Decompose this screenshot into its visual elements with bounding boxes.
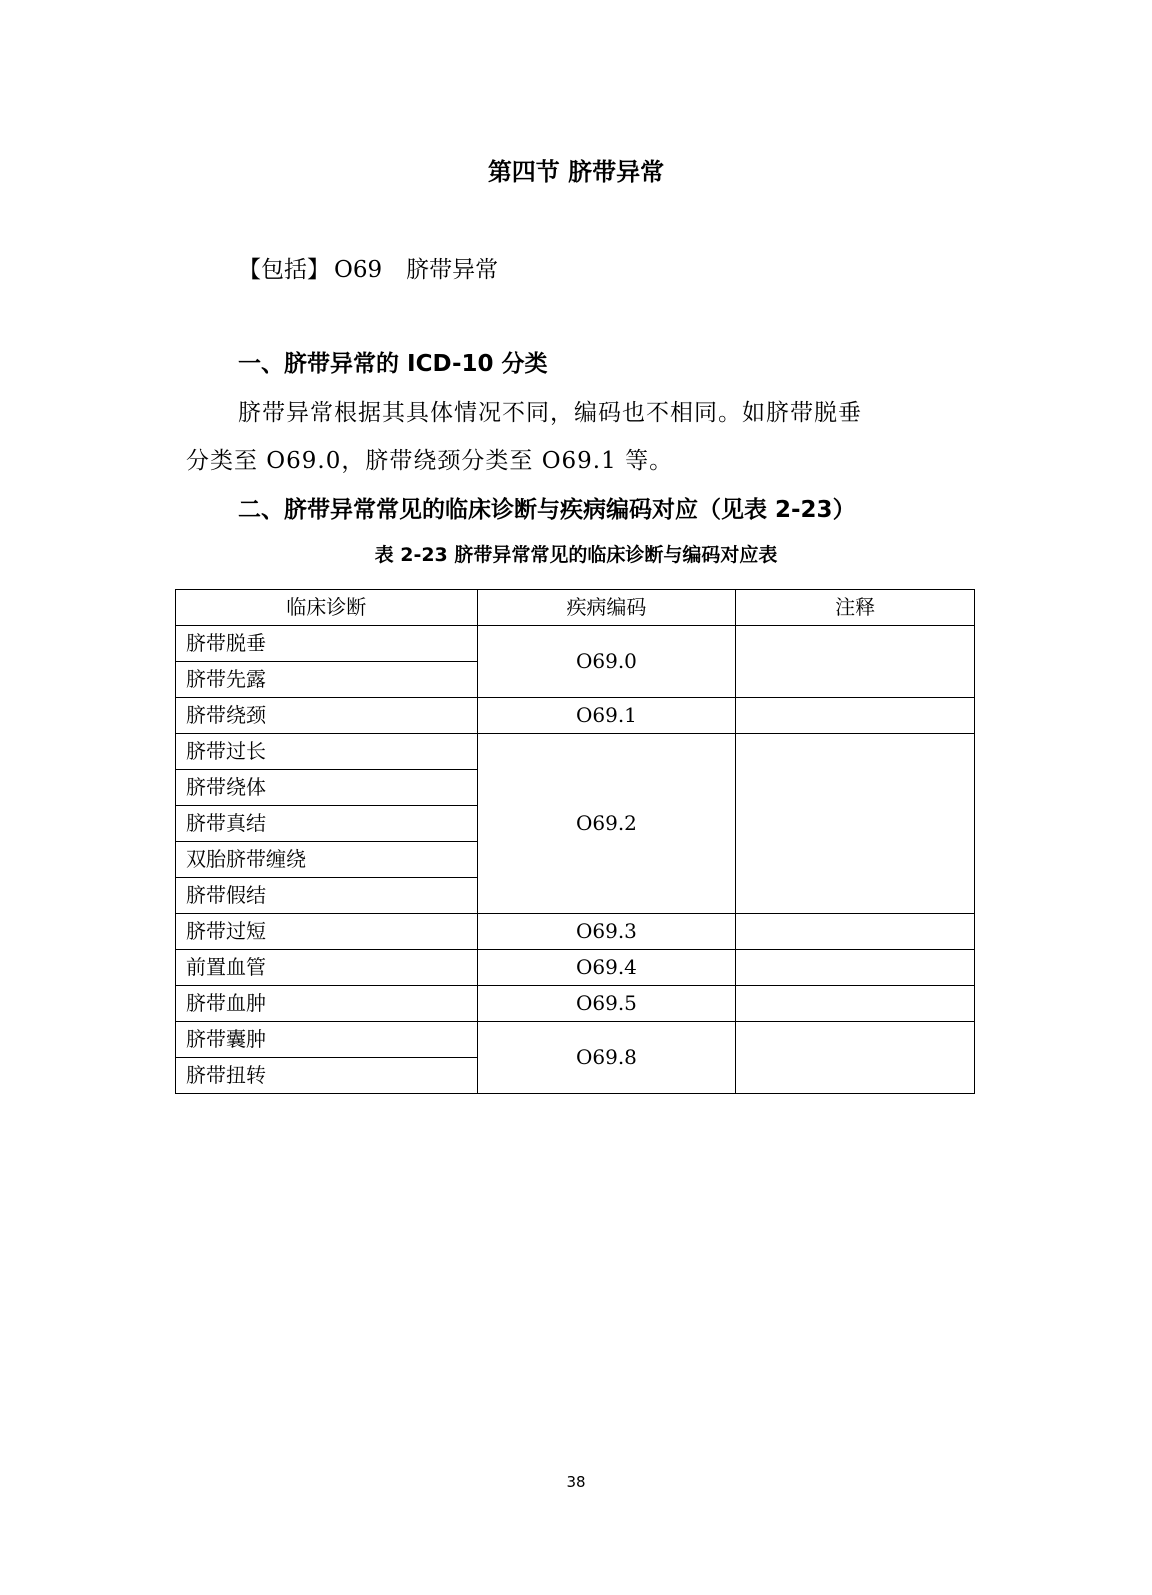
header-note: 注释	[736, 590, 975, 626]
code-cell: O69.5	[477, 986, 736, 1022]
paragraph-line-2: 分类至 O69.0，脐带绕颈分类至 O69.1 等。	[186, 448, 674, 474]
table-row	[176, 1022, 975, 1058]
include-label: 【包括】	[238, 257, 330, 283]
note-cell	[736, 950, 975, 986]
code-cell: O69.0	[477, 626, 736, 698]
diagnosis-cell: 脐带绕颈	[176, 698, 478, 734]
diagnosis-cell: 脐带血肿	[176, 986, 478, 1022]
table-caption: 表 2-23 脐带异常常见的临床诊断与编码对应表	[374, 544, 778, 566]
code-cell: O69.4	[477, 950, 736, 986]
table-row	[176, 734, 975, 770]
header-diagnosis: 临床诊断	[176, 590, 478, 626]
table-row	[176, 950, 975, 986]
diagnosis-cell: 双胎脐带缠绕	[176, 842, 478, 878]
include-line	[238, 250, 498, 290]
table-row	[176, 986, 975, 1022]
page-number: 38	[566, 1473, 586, 1491]
note-cell	[736, 1022, 975, 1094]
note-cell	[736, 914, 975, 950]
note-cell	[736, 698, 975, 734]
section-title: 第四节 脐带异常	[487, 158, 665, 186]
diagnosis-cell: 脐带绕体	[176, 770, 478, 806]
heading-diagnosis-code-mapping: 二、脐带异常常见的临床诊断与疾病编码对应（见表 2-23）	[238, 497, 856, 523]
heading-icd10-classification: 一、脐带异常的 ICD-10 分类	[238, 351, 548, 377]
header-code: 疾病编码	[477, 590, 736, 626]
code-cell: O69.8	[477, 1022, 736, 1094]
note-cell	[736, 986, 975, 1022]
diagnosis-cell: 脐带囊肿	[176, 1022, 478, 1058]
diagnosis-cell: 脐带假结	[176, 878, 478, 914]
table-row	[176, 698, 975, 734]
note-cell	[736, 626, 975, 698]
table-header-row	[176, 590, 975, 626]
diagnosis-cell: 脐带脱垂	[176, 626, 478, 662]
diagnosis-cell: 脐带扭转	[176, 1058, 478, 1094]
diagnosis-cell: 脐带真结	[176, 806, 478, 842]
include-name: 脐带异常	[406, 257, 499, 283]
diagnosis-cell: 脐带先露	[176, 662, 478, 698]
paragraph-line-1: 脐带异常根据其具体情况不同，编码也不相同。如脐带脱垂	[238, 400, 862, 426]
diagnosis-code-table	[175, 589, 975, 1094]
code-cell: O69.2	[477, 734, 736, 914]
table-row	[176, 626, 975, 662]
diagnosis-cell: 脐带过短	[176, 914, 478, 950]
diagnosis-cell: 前置血管	[176, 950, 478, 986]
note-cell	[736, 734, 975, 914]
table-row	[176, 914, 975, 950]
code-cell: O69.1	[477, 698, 736, 734]
code-cell: O69.3	[477, 914, 736, 950]
include-code: O69	[334, 257, 383, 283]
diagnosis-cell: 脐带过长	[176, 734, 478, 770]
